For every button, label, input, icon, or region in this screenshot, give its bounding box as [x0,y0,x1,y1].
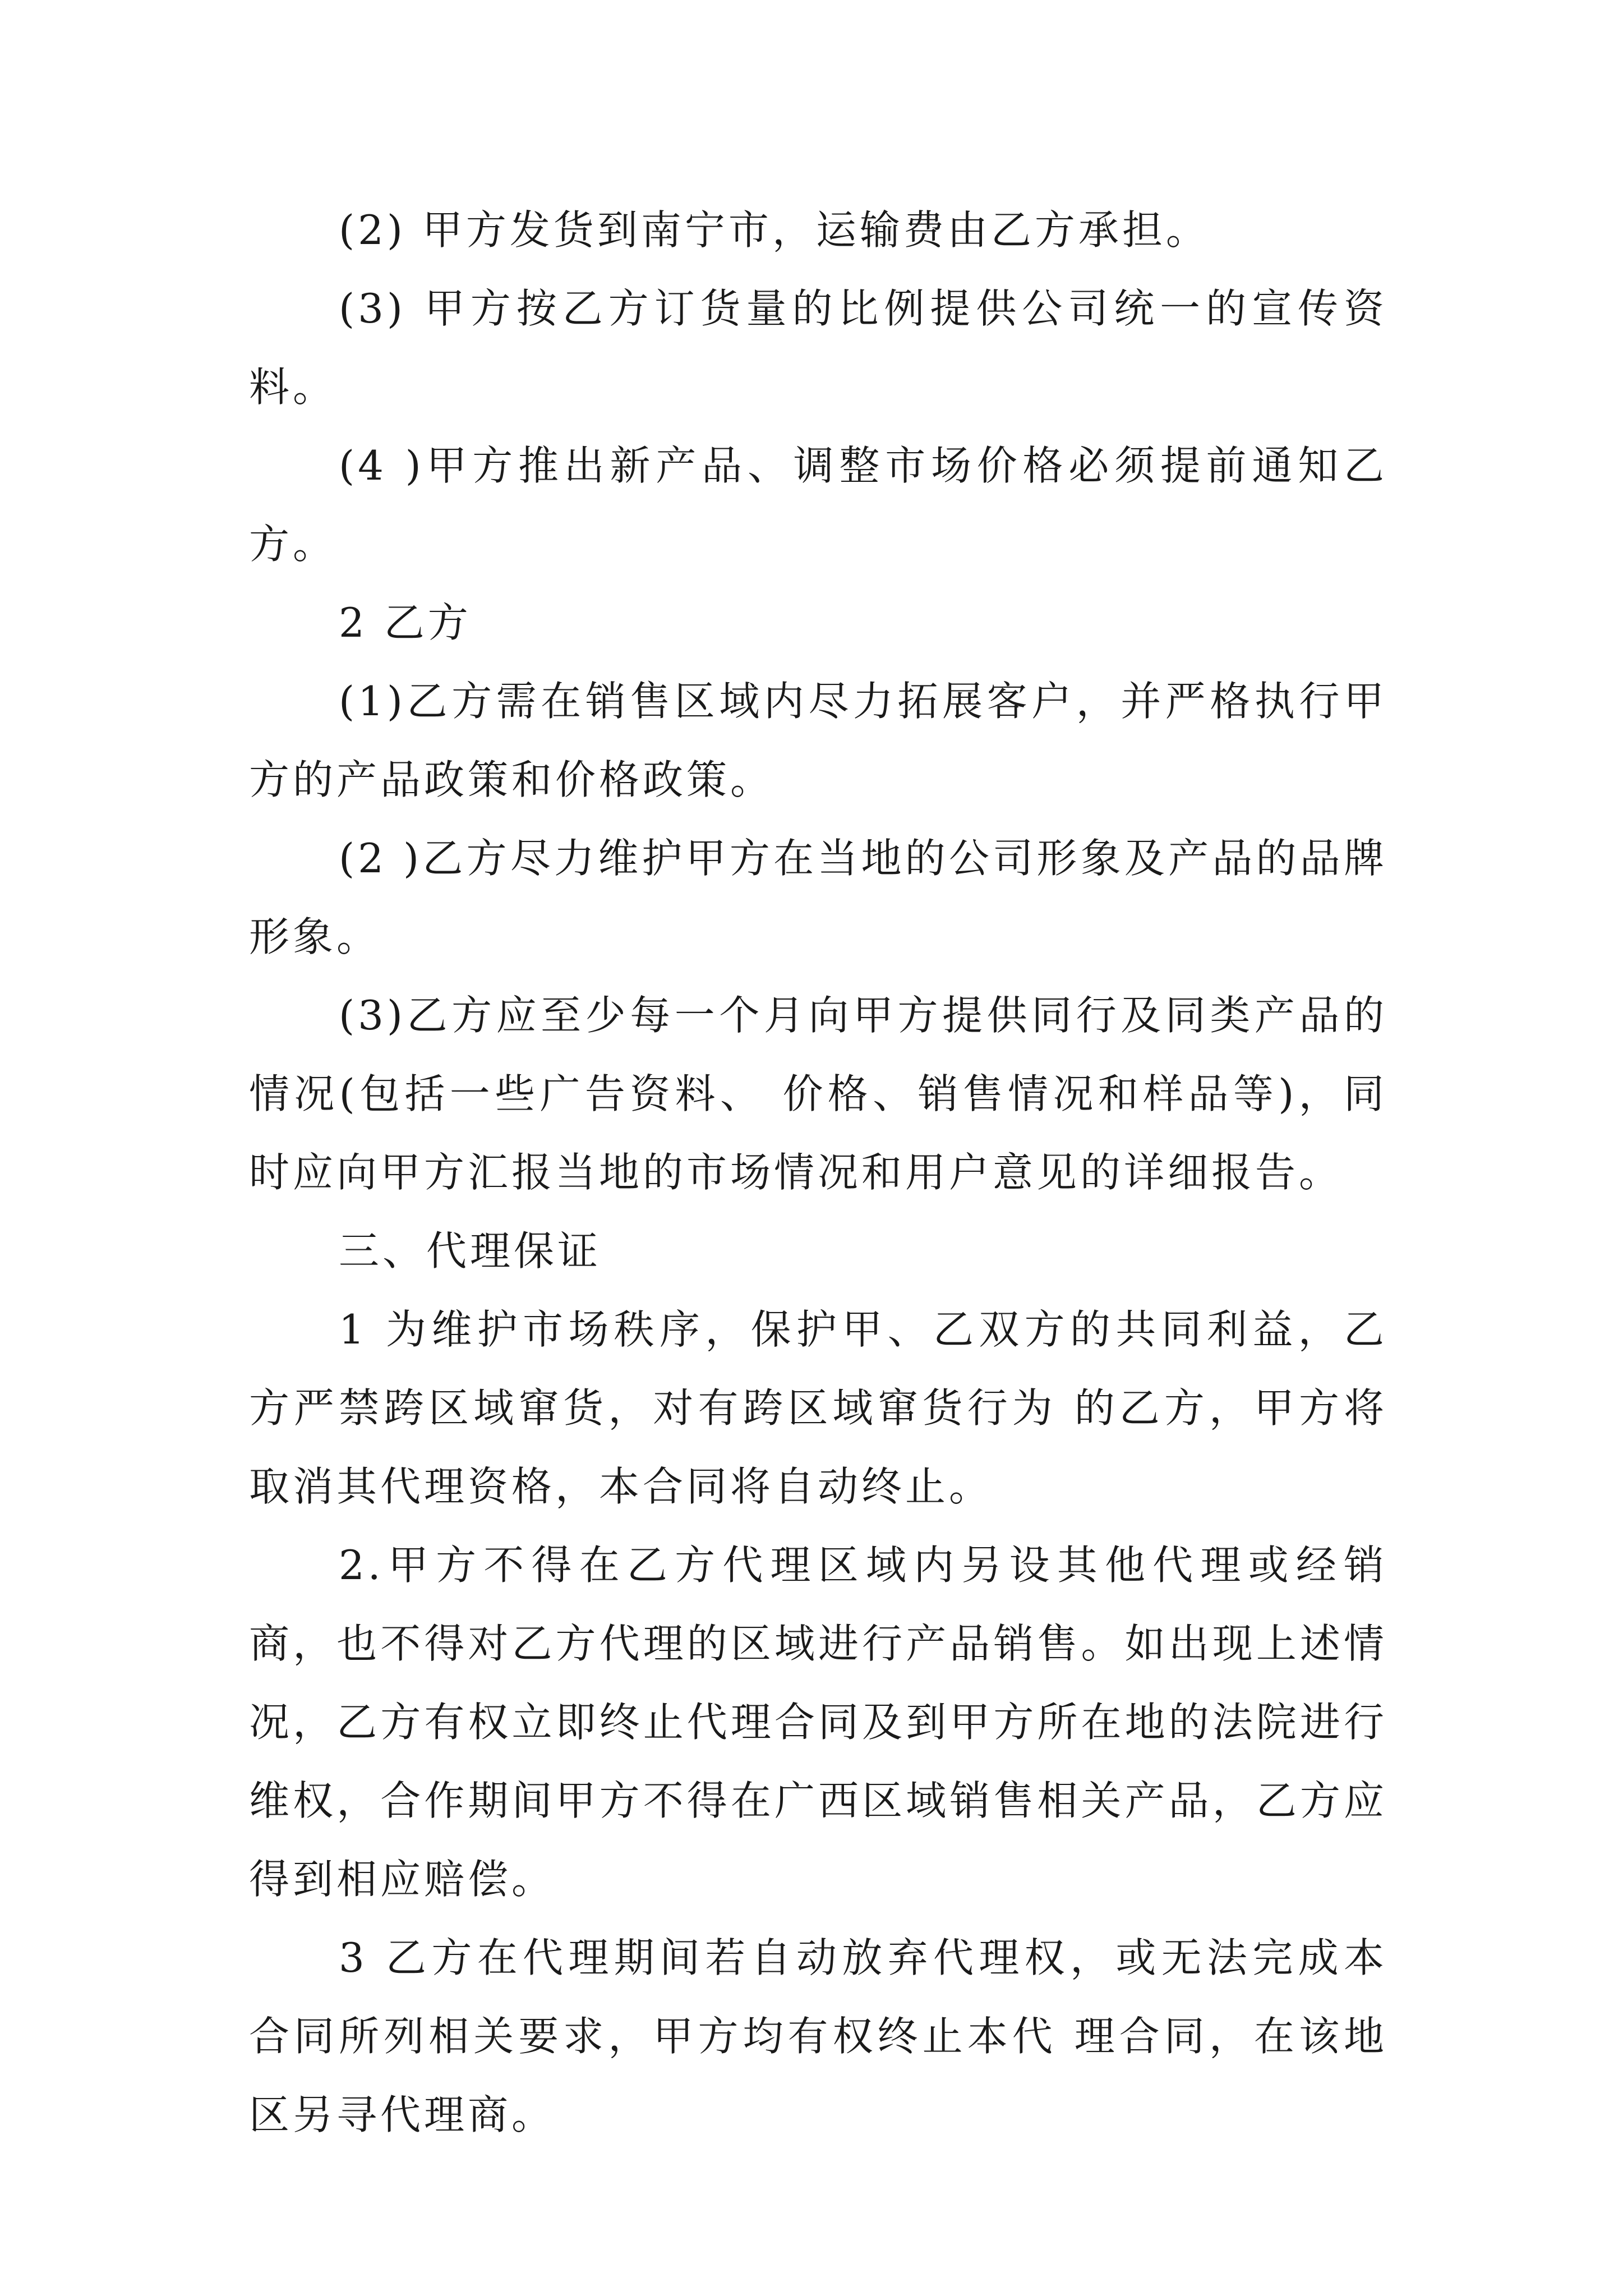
clause-a4-price-notice: (4 )甲方推出新产品、调整市场价格必须提前通知乙方。 [249,442,1387,568]
section-heading-agency-guarantee: 三、代理保证 [339,1227,602,1274]
clause-guarantee-1: 1 为维护市场秩序，保护甲、乙双方的共同利益，乙方严禁跨区域窜货，对有跨区域窜货行为 的乙方，甲方将取消其代理资格，本合同将自动终止。 [249,1306,1387,1510]
clause-b3-market-report: (3)乙方应至少每一个月向甲方提供同行及同类产品的情况(包括一些广告资料、 价格、销售情况和样品等)，同时应向甲方汇报当地的市场情况和用户意见的详细报告。 [249,992,1387,1196]
clause-guarantee-3: 3 乙方在代理期间若自动放弃代理权，或无法完成本合同所列相关要求，甲方均有权终止本代 理合同，在该地区另寻代理商。 [249,1934,1387,2138]
document-body [249,191,1387,2154]
clause-b2-brand-image: (2 )乙方尽力维护甲方在当地的公司形象及产品的品牌形象。 [249,835,1387,960]
clause-guarantee-2: 2.甲方不得在乙方代理区域内另设其他代理或经销商，也不得对乙方代理的区域进行产品销售。如出现上述情况，乙方有权立即终止代理合同及到甲方所在地的法院进行维权，合作期间甲方不得在广西区域销售相关产品，乙方应得到相应赔偿。 [249,1542,1387,1903]
section-heading-party-b: 2 乙方 [339,599,472,646]
clause-a3-promo-materials: (3) 甲方按乙方订货量的比例提供公司统一的宣传资料。 [249,285,1387,411]
clause-a2-shipping: (2) 甲方发货到南宁市，运输费由乙方承担。 [339,206,1210,254]
clause-b1-expand-customers: (1)乙方需在销售区域内尽力拓展客户，并严格执行甲方的产品政策和价格政策。 [249,678,1387,803]
